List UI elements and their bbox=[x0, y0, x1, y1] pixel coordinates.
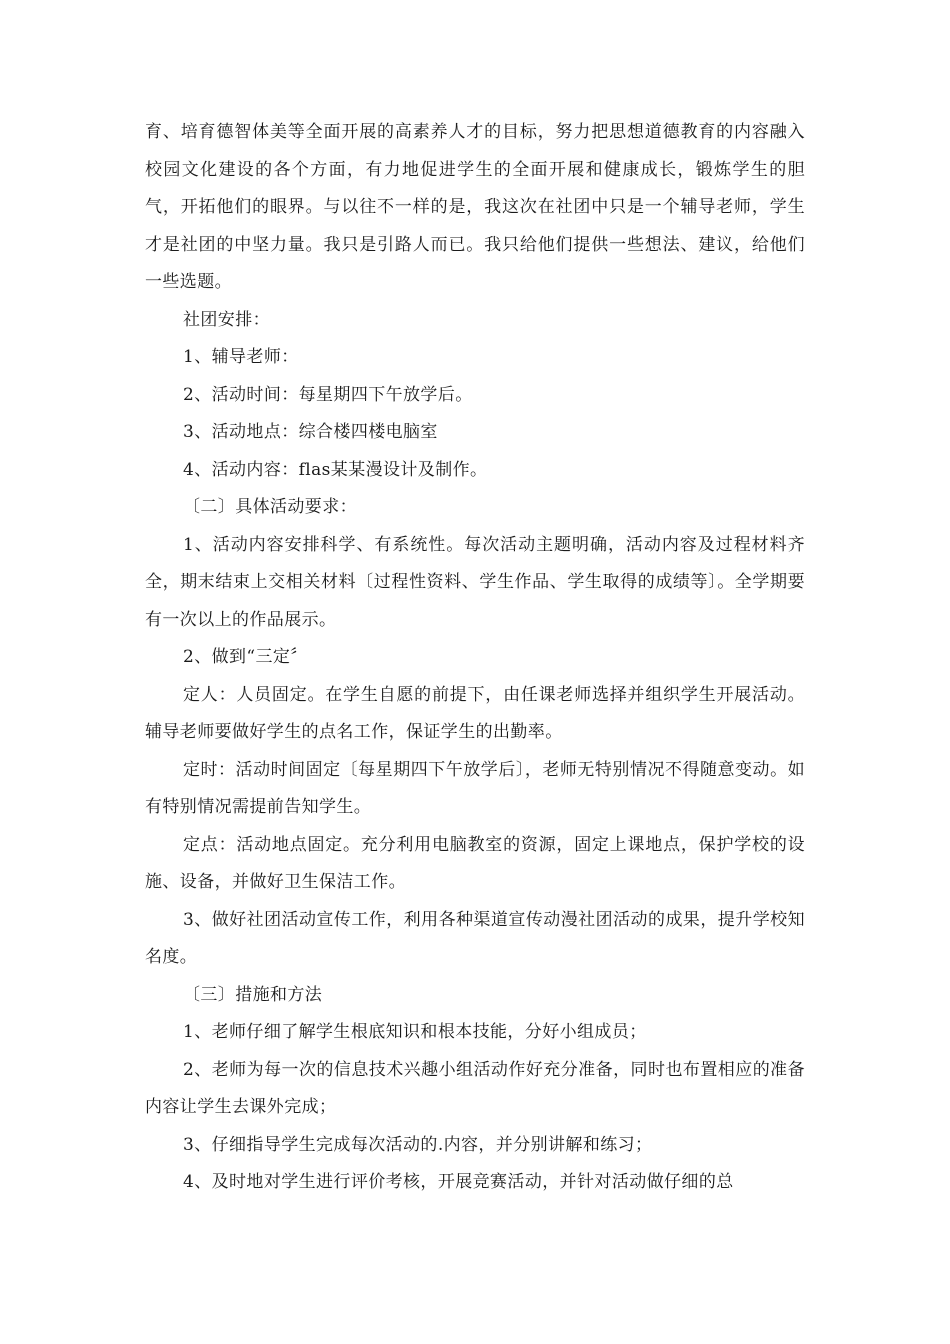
list-item: 4、活动内容：flas某某漫设计及制作。 bbox=[183, 459, 488, 480]
paragraph: 定点：活动地点固定。充分利用电脑教室的资源，固定上课地点，保护学校的设施、设备，并做好卫生保洁工作。 bbox=[145, 834, 805, 892]
list-item: 2、活动时间：每星期四下午放学后。 bbox=[183, 384, 473, 405]
list-item: 3、做好社团活动宣传工作，利用各种渠道宣传动漫社团活动的成果，提升学校知名度。 bbox=[145, 909, 805, 967]
section-heading: 〔三〕措施和方法 bbox=[183, 984, 323, 1005]
paragraph: 定人：人员固定。在学生自愿的前提下，由任课老师选择并组织学生开展活动。辅导老师要做好学生的点名工作，保证学生的出勤率。 bbox=[145, 684, 805, 742]
paragraph: 定时：活动时间固定〔每星期四下午放学后〕，老师无特别情况不得随意变动。如有特别情况需提前告知学生。 bbox=[145, 759, 805, 817]
list-item: 3、活动地点：综合楼四楼电脑室 bbox=[183, 422, 438, 442]
list-item: 1、辅导老师： bbox=[183, 347, 299, 367]
list-item: 2、做到“三定〞 bbox=[183, 647, 308, 667]
paragraph: 育、培育德智体美等全面开展的高素养人才的目标，努力把思想道德教育的内容融入校园文化建设的各个方面，有力地促进学生的全面开展和健康成长，锻炼学生的胆气，开拓他们的眼界。与以往不一样的是，我这次在社团中只是一个辅导老师，学生才是社团的中坚力量。我只是引路人而已。我只给他们提供一些想法、建议，给他们一些选题。 bbox=[145, 122, 805, 292]
list-item: 1、老师仔细了解学生根底知识和根本技能，分好小组成员； bbox=[183, 1022, 647, 1042]
document-body bbox=[145, 114, 805, 1202]
list-item: 3、仔细指导学生完成每次活动的.内容，并分别讲解和练习； bbox=[183, 1134, 653, 1155]
list-item: 1、活动内容安排科学、有系统性。每次活动主题明确，活动内容及过程材料齐全，期末结束上交相关材料〔过程性资料、学生作品、学生取得的成绩等〕。全学期要有一次以上的作品展示。 bbox=[145, 534, 805, 630]
section-heading: 社团安排： bbox=[183, 309, 270, 330]
list-item: 4、及时地对学生进行评价考核，开展竞赛活动，并针对活动做仔细的总 bbox=[183, 1172, 734, 1192]
section-heading: 〔二〕具体活动要求： bbox=[183, 497, 357, 517]
list-item: 2、老师为每一次的信息技术兴趣小组活动作好充分准备，同时也布置相应的准备内容让学生去课外完成； bbox=[145, 1059, 805, 1117]
